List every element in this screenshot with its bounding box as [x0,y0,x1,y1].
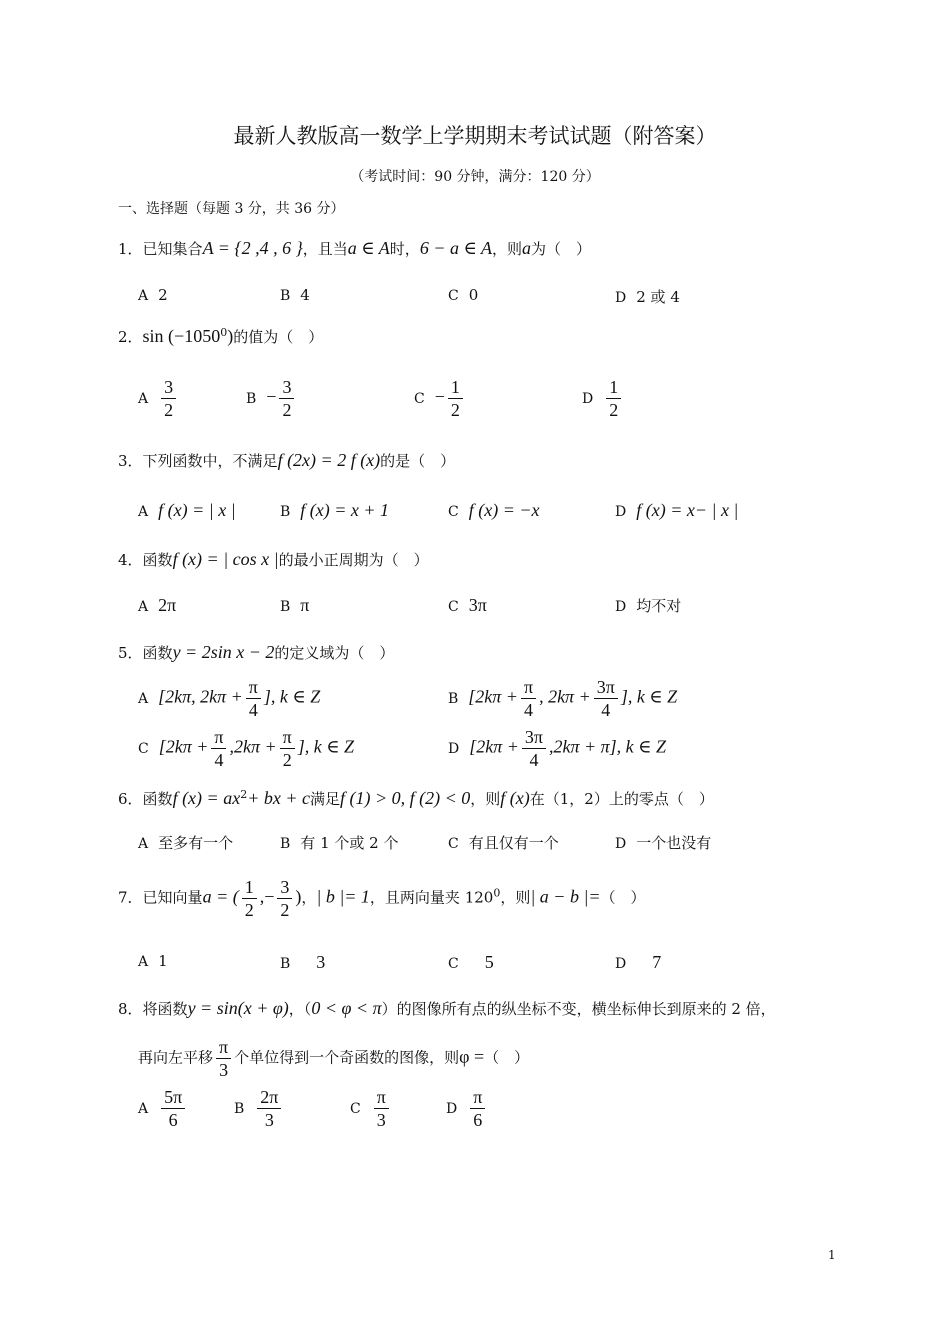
set-expression: A = {2 ,4 , 6 } [202,238,303,258]
text-q2-opts-1-l: B [246,390,257,407]
text-q5-optB-p2: , 2kπ + [539,686,591,707]
question-2 [118,326,323,347]
q2-option-d [582,376,624,421]
text-q8-opts-2-n: π [374,1086,389,1109]
text-q3-a: 下列函数中，不满足 [142,452,278,470]
text-q6-expr: f (x) = ax [172,788,241,808]
text-q2-opts-1-d: 2 [282,400,292,420]
q7-option-d [615,952,661,973]
q4-option-b [280,595,309,616]
q4-option-d [615,595,681,616]
text-q7-opts-2-l: C [448,956,459,972]
text-q3-opts-0-v: f (x) = | x | [158,500,236,520]
text-q5-b: 的定义域为（ ） [274,644,395,662]
exam-info: （考试时间：90 分钟，满分：120 分） [350,169,600,185]
fraction [246,676,261,721]
section-heading: 一、选择题（每题 3 分，共 36 分） [118,201,345,217]
text-q8-opts-3-l: D [446,1100,458,1117]
text-q5-optA-d: 4 [248,700,258,720]
text-q4-opts-1-l: B [280,599,291,615]
text-q7-expr3: | b |= 1 [316,886,370,907]
text-q2-text: 的值为（ ） [233,328,324,346]
text-q6-c: ，则 [470,790,501,808]
text-q2-opts-2-sign: − [434,386,445,407]
text-q7-opts-3-v: 7 [652,952,662,972]
q6-option-a [138,832,233,853]
text-q6-opts-1-l: B [280,836,291,852]
text-q2-opts-3-l: D [582,390,594,407]
fraction [161,376,176,421]
text-q1-opts-3-l: D [615,290,627,306]
text-q5-optB-n1: π [521,676,536,699]
fraction [216,1036,231,1081]
text-q2-close: ) [227,326,234,346]
text-q1-cond2: 6 − a ∈ A [419,238,492,258]
q2-option-a [138,376,179,421]
text-q6-expr2: + bx + c [247,788,310,808]
q5-option-b [448,676,677,721]
text-q5-optC-d2: 2 [282,750,292,770]
text-q5-optB-d1: 4 [524,700,534,720]
text-q1-opts-0-v: 2 [158,286,168,304]
text-q4-opts-1-v: π [300,595,310,615]
text-q3-opts-0-l: A [138,504,149,520]
question-6 [118,788,714,809]
fraction [211,726,226,771]
text-q7-opts-0-l: A [138,954,149,970]
text-q2-opts-1-sign: − [266,386,277,407]
text-q2-opts-2-n: 1 [448,376,463,399]
text-q5-optC-n2: π [280,726,295,749]
text-q4-opts-3-l: D [615,599,627,615]
text-q3-opts-1-l: B [280,504,291,520]
text-q4-opts-2-v: 3π [468,595,487,615]
text-q2-opts-3-d: 2 [609,400,619,420]
fraction [277,876,292,921]
q3-option-a [138,500,236,521]
text-q4-opts-3-v: 均不对 [636,597,682,615]
text-q7-a: 已知向量 [142,888,203,907]
text-q5-optC-p1: [2kπ + [158,736,209,757]
q2-option-c [414,376,466,421]
text-q5-optD-l: D [448,740,460,757]
text-q3-num: 3． [118,452,143,470]
text-q1-cond1: a ∈ A [347,238,390,258]
fraction [161,1086,185,1131]
fraction [521,676,536,721]
text-q3-opts-3-v: f (x) = x− | x | [636,500,739,520]
text-q5-optB-d2: 4 [601,700,611,720]
text-q5-a: 函数 [142,644,173,662]
text-q7-b: ， [301,888,317,907]
question-8-line-2 [138,1036,529,1081]
text-q3-opts-2-v: f (x) = −x [468,500,540,520]
text-q1-opts-0-l: A [138,288,149,304]
text-q8-opts-1-n: 2π [257,1086,281,1109]
text-q5-optC-d1: 4 [214,750,224,770]
text-q8-opts-1-l: B [234,1100,245,1117]
text-q4-opts-0-l: A [138,599,149,615]
text-q7-opts-1-l: B [280,956,291,972]
text-q6-d: 在（1，2）上的零点（ ） [529,790,714,808]
text-q7-expr1: a = ( [202,886,239,907]
text-q7-d: ，则 [500,888,531,907]
text-q7-deg: 0 [493,886,501,900]
q1-option-a [138,286,168,304]
q5-option-a [138,676,320,721]
page-number: 1 [828,1248,836,1262]
text-q8-opts-1-d: 3 [264,1110,274,1130]
q8-option-a [138,1086,188,1131]
question-8 [118,998,776,1019]
q3-option-d [615,500,738,521]
text-q8-b: ，（ [288,1000,312,1018]
text-q5-optD-d1: 4 [529,750,539,770]
text-q6-opts-2-l: C [448,836,459,852]
q3-option-b [280,500,389,521]
text-q6-opts-3-v: 一个也没有 [636,834,712,852]
q3-option-c [448,500,539,521]
text-q5-optD-p2: ,2kπ + π], k ∈ Z [549,736,666,757]
text-q1-a: 已知集合 [142,240,203,258]
text-q5-expr: y = 2sin x − 2 [172,642,275,662]
text-q3-expr: f (2x) = 2 f (x) [277,450,381,470]
text-q5-optC-p2: ,2kπ + [229,736,277,757]
text-q2-num: 2． [118,328,143,346]
text-q2-opts-0-l: A [138,390,149,407]
text-q6-opts-3-l: D [615,836,627,852]
text-q8-opts-0-l: A [138,1100,149,1117]
q7-option-c [448,952,494,973]
q6-option-d [615,832,711,853]
text-q8-line2c: （ ） [484,1048,530,1067]
q8-option-c [350,1086,392,1131]
fraction [594,676,618,721]
text-q2-opts-0-d: 2 [164,400,174,420]
fraction [470,1086,485,1131]
q8-option-b [234,1086,284,1131]
text-q5-optB-l: B [448,690,459,707]
text-q7-n1: 1 [242,876,257,899]
text-q1-num: 1． [118,240,143,258]
question-3 [118,450,455,471]
text-q7-mid: ,− [259,886,275,907]
fraction [242,876,257,921]
text-q7-expr4: | a − b |= [530,886,601,907]
text-q5-optC-n1: π [211,726,226,749]
text-q6-opts-0-l: A [138,836,149,852]
fraction [374,1086,389,1131]
text-q5-num: 5． [118,644,143,662]
q6-option-c [448,832,559,853]
text-q7-num: 7． [118,888,143,907]
text-q5-optD-n1: 3π [522,726,546,749]
text-q1-c: 时， [389,240,420,258]
text-q8-line2b: 个单位得到一个奇函数的图像，则 [234,1048,460,1067]
text-q2-opts-3-n: 1 [606,376,621,399]
question-4 [118,549,429,570]
page-title: 最新人教版高一数学上学期期末考试试题（附答案） [233,124,717,148]
text-q8-cond: 0 < φ < π [311,998,382,1018]
text-q2-deg: 0 [220,326,228,339]
text-q8-d: 3 [219,1060,229,1080]
q4-option-c [448,595,487,616]
text-q7-d2: 2 [280,900,290,920]
q5-option-d [448,726,666,771]
text-q1-d: ，则 [491,240,522,258]
text-q6-num: 6． [118,790,143,808]
fraction [448,376,463,421]
text-q8-opts-3-d: 6 [473,1110,483,1130]
fraction [280,726,295,771]
text-q5-optB-p1: [2kπ + [468,686,518,707]
text-q6-opts-0-v: 至多有一个 [158,834,234,852]
text-q7-opts-1-v: 3 [316,952,326,972]
text-q5-optA-p1: [2kπ, 2kπ + [158,686,243,707]
text-q2-opts-0-n: 3 [161,376,176,399]
q1-option-d [615,286,680,307]
text-q8-line2a: 再向左平移 [138,1048,214,1067]
q7-option-b [280,952,325,973]
text-q4-b: 的最小正周期为（ ） [278,551,429,569]
text-q1-opts-1-v: 4 [300,286,310,304]
text-q6-b: 满足 [309,790,340,808]
text-q1-opts-3-v: 2 或 4 [636,288,680,306]
text-q1-e: 为（ ） [530,240,591,258]
q7-option-a [138,952,168,970]
text-q7-e: （ ） [600,888,646,907]
question-1 [118,238,591,259]
text-q3-opts-1-v: f (x) = x + 1 [300,500,390,520]
text-q8-opts-0-n: 5π [161,1086,185,1109]
text-q1-b: ，且当 [302,240,348,258]
text-q6-cond: f (1) > 0, f (2) < 0 [339,788,471,808]
text-q8-a: 将函数 [142,1000,188,1018]
text-q7-expr2: ) [295,886,302,907]
text-q5-optB-p3: ], k ∈ Z [620,686,678,707]
text-q4-expr: f (x) = | cos x | [172,549,279,569]
text-q2-expr: sin (−1050 [142,326,221,346]
text-q5-optA-p2: ], k ∈ Z [263,686,321,707]
text-q8-num: 8． [118,1000,143,1018]
text-q7-opts-2-v: 5 [484,952,494,972]
text-q6-a: 函数 [142,790,173,808]
text-q7-n2: 3 [277,876,292,899]
text-q5-optC-p3: ], k ∈ Z [297,736,355,757]
text-q6-opts-1-v: 有 1 个或 2 个 [300,834,399,852]
fraction [522,726,546,771]
text-q8-opts-2-l: C [350,1100,361,1117]
text-q4-opts-2-l: C [448,599,459,615]
text-q8-expr: y = sin(x + φ) [187,998,289,1018]
q2-option-b [246,376,297,421]
text-q1-var: a [521,238,531,258]
text-q3-b: 的是（ ） [380,452,456,470]
text-q3-opts-3-l: D [615,504,627,520]
text-q4-a: 函数 [142,551,173,569]
text-q4-num: 4． [118,551,143,569]
q1-option-c [448,286,478,304]
text-q2-opts-1-n: 3 [279,376,294,399]
text-q5-optA-l: A [138,690,149,707]
text-q6-sq: 2 [240,788,248,801]
q8-option-d [446,1086,488,1131]
text-q8-c: ）的图像所有点的纵坐标不变，横坐标伸长到原来的 2 倍， [381,1000,776,1018]
text-q5-optD-p1: [2kπ + [469,736,519,757]
question-7 [118,876,646,921]
text-q7-d1: 2 [244,900,254,920]
text-q8-opts-2-d: 3 [376,1110,386,1130]
text-q5-optB-n2: 3π [594,676,618,699]
text-q3-opts-2-l: C [448,504,459,520]
text-q6-expr3: f (x) [500,788,530,808]
fraction [279,376,294,421]
text-q5-optC-l: C [138,740,149,757]
q4-option-a [138,595,176,616]
text-q8-n: π [216,1036,231,1059]
text-q2-opts-2-l: C [414,390,425,407]
text-q8-expr2: φ = [459,1046,485,1067]
question-5 [118,642,394,663]
q1-option-b [280,286,310,304]
text-q1-opts-2-v: 0 [468,286,479,304]
q5-option-c [138,726,354,771]
text-q7-opts-3-l: D [615,956,627,972]
text-q8-opts-0-d: 6 [168,1110,178,1130]
text-q1-opts-2-l: C [448,288,459,304]
q6-option-b [280,832,398,853]
fraction [257,1086,281,1131]
text-q4-opts-0-v: 2π [158,595,177,615]
text-q6-opts-2-v: 有且仅有一个 [468,834,559,852]
text-q7-opts-0-v: 1 [158,952,168,970]
text-q7-c: ，且两向量夹 120 [369,888,494,907]
fraction [606,376,621,421]
text-q2-opts-2-d: 2 [450,400,460,420]
text-q5-optA-n: π [246,676,261,699]
text-q1-opts-1-l: B [280,288,291,304]
text-q8-opts-3-n: π [470,1086,485,1109]
